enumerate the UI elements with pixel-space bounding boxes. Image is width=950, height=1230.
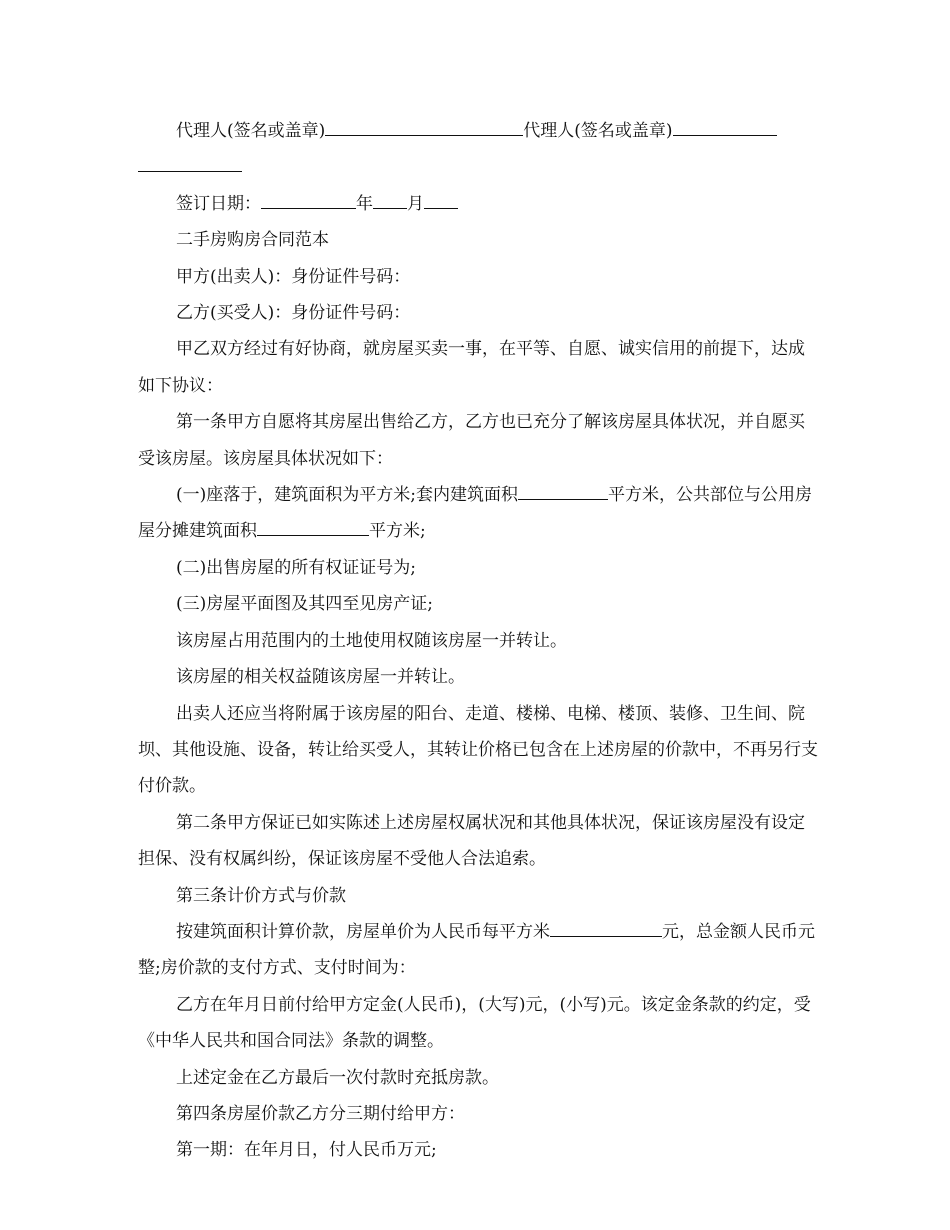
document-body	[138, 113, 818, 1169]
agent-label-b: 代理人(签名或盖章)	[523, 121, 673, 141]
shared-area-blank	[257, 534, 369, 536]
article-2: 第二条甲方保证已如实陈述上述房屋权属状况和其他具体状况，保证该房屋没有设定担保、没有权属纠纷，保证该房屋不受他人合法追索。	[138, 812, 805, 870]
sign-month-blank	[373, 207, 407, 209]
inner-area-blank	[518, 498, 608, 500]
item-1-text-b: 平方米，公共部位与公用房屋分摊建筑面积	[138, 485, 812, 542]
agent-blank-c	[138, 170, 242, 172]
unit-price-blank	[550, 935, 662, 937]
sign-month: 月	[407, 193, 424, 214]
item-1-text-c: 平方米;	[369, 521, 426, 542]
article-4: 第四条房屋价款乙方分三期付给甲方：	[176, 1103, 465, 1124]
sign-day-blank	[424, 207, 458, 209]
intro-paragraph: 甲乙双方经过有好协商，就房屋买卖一事，在平等、自愿、诚实信用的前提下，达成如下协议：	[138, 339, 805, 396]
agent-label-a: 代理人(签名或盖章)	[176, 121, 326, 141]
price-text-b: 元，总金额人民币元整;房价款的支付方式、支付时间为：	[138, 921, 815, 979]
item-1	[138, 477, 818, 550]
item-2: (二)出售房屋的所有权证证号为;	[176, 557, 416, 578]
article-3: 第三条计价方式与价款	[176, 885, 346, 906]
deposit-paragraph: 乙方在年月日前付给甲方定金(人民币)，(大写)元，(小写)元。该定金条款的约定，受《中华人民共和国合同法》条款的调整。	[138, 994, 811, 1052]
sign-date-label: 签订日期：	[176, 193, 261, 214]
item-3: (三)房屋平面图及其四至见房产证;	[176, 594, 433, 615]
land-rights-paragraph: 该房屋占用范围内的土地使用权随该房屋一并转让。	[176, 630, 567, 651]
item-1-text-a: (一)座落于，建筑面积为平方米;套内建筑面积	[176, 485, 518, 506]
agent-signature-line	[138, 113, 818, 186]
related-rights-paragraph: 该房屋的相关权益随该房屋一并转让。	[176, 667, 465, 688]
deposit-offset-paragraph: 上述定金在乙方最后一次付款时充抵房款。	[176, 1067, 499, 1088]
sign-year-blank	[261, 207, 356, 209]
party-a: 甲方(出卖人)：身份证件号码：	[176, 266, 411, 287]
article-1: 第一条甲方自愿将其房屋出售给乙方，乙方也已充分了解该房屋具体状况，并自愿买受该房屋。该房屋具体状况如下：	[138, 412, 805, 469]
sign-year: 年	[356, 193, 373, 214]
price-text-a: 按建筑面积计算价款，房屋单价为人民币每平方米	[176, 921, 550, 942]
attached-facilities-paragraph: 出卖人还应当将附属于该房屋的阳台、走道、楼梯、电梯、楼顶、装修、卫生间、院坝、其他设施、设备，转让给买受人，其转让价格已包含在上述房屋的价款中，不再另行支付价款。	[138, 703, 818, 797]
agent-blank-b	[673, 134, 777, 136]
sign-date-line	[138, 186, 818, 222]
agent-blank-a	[325, 134, 523, 136]
payment-phase-1: 第一期：在年月日，付人民币万元;	[176, 1140, 437, 1161]
price-paragraph	[138, 914, 818, 987]
contract-title: 二手房购房合同范本	[176, 230, 329, 251]
party-b: 乙方(买受人)：身份证件号码：	[176, 303, 411, 324]
